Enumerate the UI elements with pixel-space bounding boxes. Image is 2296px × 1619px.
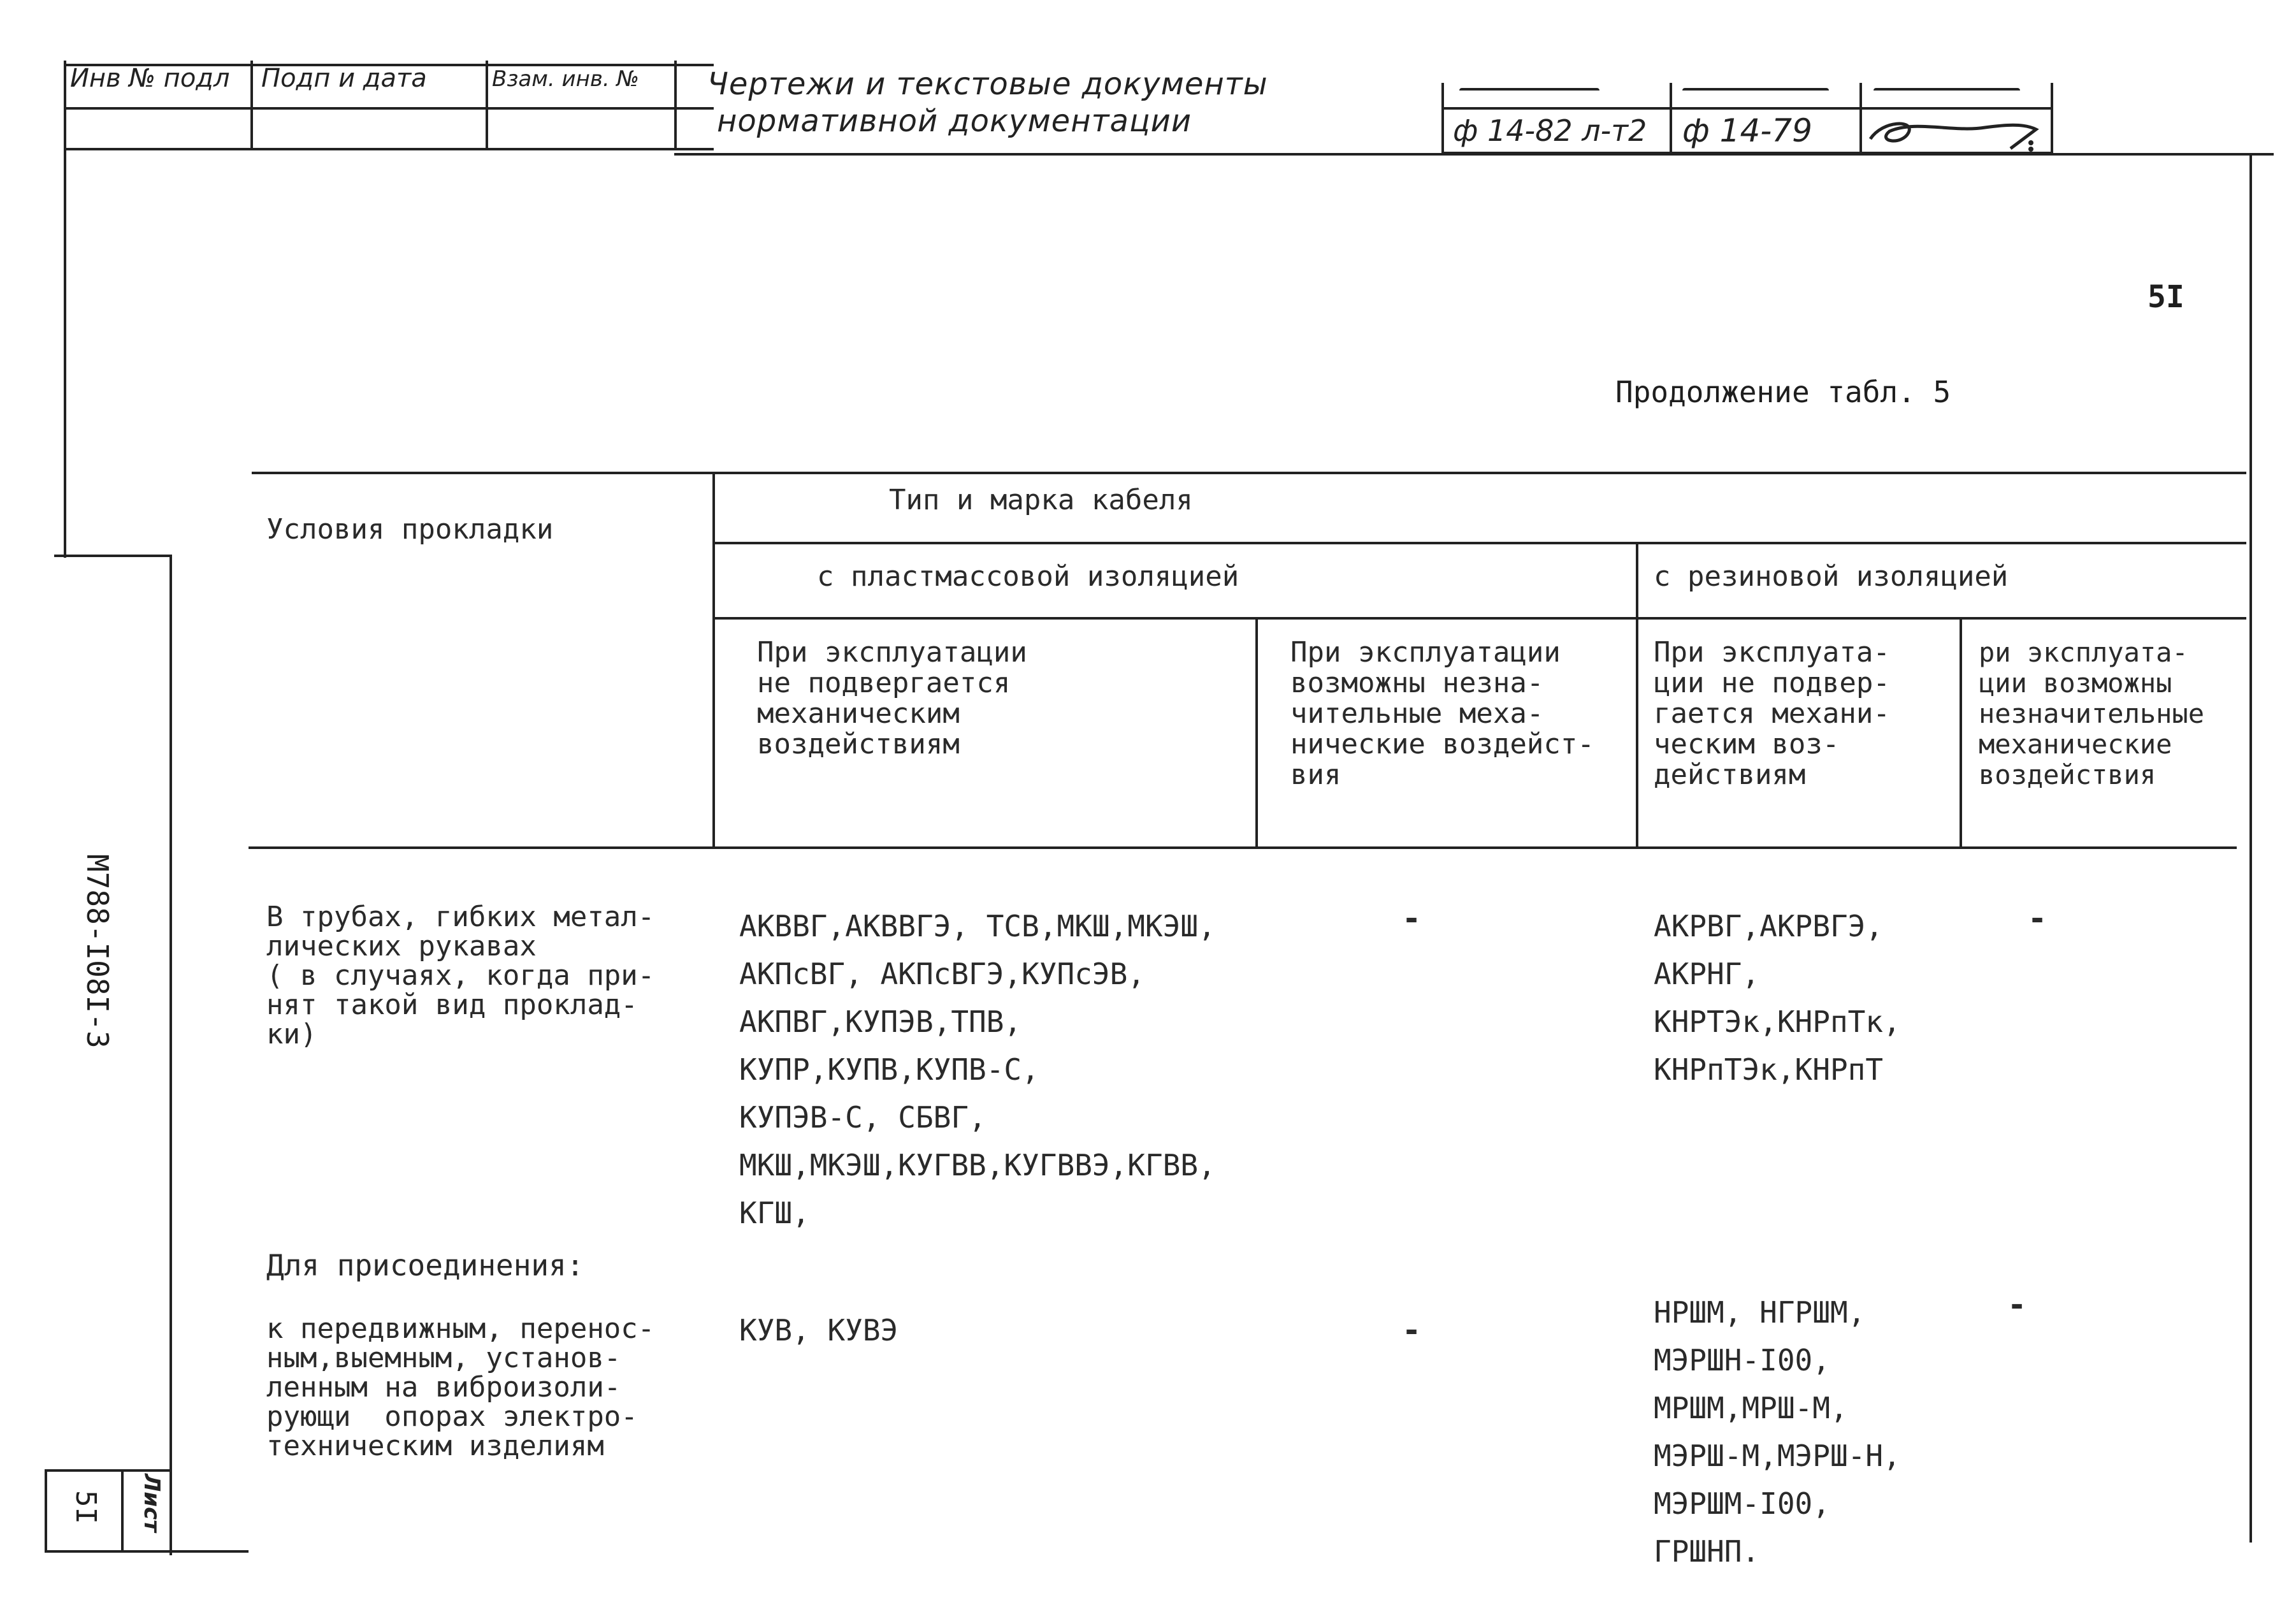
header-conditions: Условия прокладки <box>266 513 554 546</box>
subheader-plastic-no-mech: При эксплуатации не подвергается механическим воздействиям <box>757 636 1027 760</box>
page-number: 5I <box>2148 279 2184 315</box>
stamp-issued-value: ф 14-79 <box>1682 112 1812 149</box>
stamp-sign-date-label: Подп и дата <box>261 64 427 93</box>
subheader-plastic-mech: При эксплуатации возможны незна- чительные меха- нические воздейст- вия <box>1290 636 1594 791</box>
table-continuation-label: Продолжение табл. 5 <box>1615 375 1951 409</box>
stamp-title-line1: Чертежи и текстовые документы <box>707 66 1268 102</box>
side-sheet-label: Лист <box>139 1474 164 1532</box>
row-plastic-no-mech: КУВ, КУВЭ <box>739 1313 899 1347</box>
header-rubber-insulation: с резиновой изоляцией <box>1654 560 2009 593</box>
row-plastic-mech: - <box>1402 1312 1422 1349</box>
stamp-cut-label-2 <box>1682 88 1829 97</box>
stamp-form-value: ф 14-82 л-т2 <box>1453 113 1647 148</box>
row-rubber-mech: - <box>2028 900 2047 937</box>
side-document-code: М788-I08I-3 <box>80 854 115 1049</box>
subheader-rubber-no-mech: При эксплуата- ции не подвер- гается механи- ческим воз- действиям <box>1654 636 1890 791</box>
subheader-rubber-mech: ри эксплуата- ции возможны незначительные механические воздействия <box>1979 637 2205 790</box>
row-condition: к передвижным, перенос- ным,выемным, установ- ленным на виброизоли- рующи опорах электро- техническим изделиям <box>266 1312 655 1462</box>
stamp-title-line2: нормативной документации <box>717 103 1192 139</box>
stamp-cut-label-3 <box>1874 88 2020 97</box>
stamp-replace-inv-label: Взам. инв. № <box>492 66 639 92</box>
row-rubber-no-mech: АКРВГ,АКРВГЭ, АКРНГ, КНРТЭк,КНРпТк, КНРпТЭк,КНРпТ <box>1654 909 1901 1087</box>
header-plastic-insulation: с пластмассовой изоляцией <box>817 560 1239 593</box>
row-plastic-no-mech: АКВВГ,АКВВГЭ, ТСВ,МКШ,МКЭШ, АКПсВГ, АКПсВГЭ,КУПсЭВ, АКПВГ,КУПЭВ,ТПВ, КУПР,КУПВ,КУПВ-С, КУПЭВ-С, СБВГ, МКШ,МКЭШ,КУГВВ,КУГВВЭ,КГВВ, КГШ, <box>739 909 1216 1230</box>
row-rubber-no-mech: НРШМ, НГРШМ, МЭРШН-I00, МРШМ,МРШ-М, МЭРШ-М,МЭРШ-Н, МЭРШМ-I00, ГРШНП. <box>1654 1295 1901 1569</box>
header-cable-type: Тип и марка кабеля <box>889 484 1193 516</box>
row-plastic-mech: - <box>1402 900 1422 937</box>
signature-icon <box>1864 113 2049 153</box>
group-heading: Для присоединения: <box>266 1248 584 1282</box>
side-sheet-number: 5I <box>69 1490 102 1524</box>
row-condition: В трубах, гибких метал- лических рукавах ( в случаях, когда при- нят такой вид проклад- ки) <box>266 901 655 1050</box>
stamp-inv-no-label: Инв № подл <box>70 64 230 93</box>
stamp-cut-label-1 <box>1459 88 1599 97</box>
row-rubber-mech: - <box>2007 1286 2027 1323</box>
